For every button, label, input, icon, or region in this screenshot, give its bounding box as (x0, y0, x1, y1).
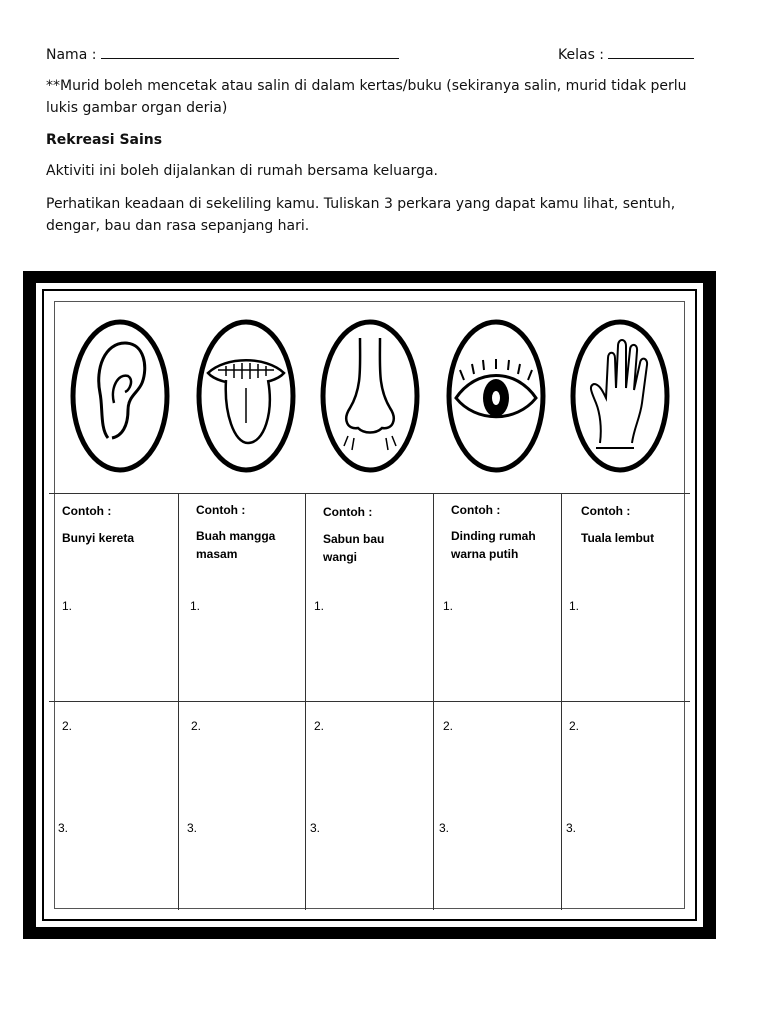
class-label: Kelas : (558, 47, 605, 63)
grid-col-3 (433, 493, 434, 910)
col1-example-1: Bunyi kereta (62, 531, 135, 545)
col2-item-2[interactable]: 2. (191, 719, 202, 733)
col2-example-2: masam (196, 547, 238, 561)
section-title: Rekreasi Sains (46, 132, 163, 148)
col3-item-1[interactable]: 1. (314, 599, 325, 613)
col5-contoh-label: Contoh : (581, 504, 631, 518)
col3-example-2: wangi (323, 550, 358, 564)
col2-contoh-label: Contoh : (196, 503, 246, 517)
grid-line-header (49, 493, 690, 494)
name-field (46, 46, 399, 63)
grid-col-1 (178, 493, 179, 910)
col1-item-1[interactable]: 1. (62, 599, 73, 613)
col1-contoh-label: Contoh : (62, 504, 112, 518)
grid-col-4 (561, 493, 562, 910)
intro-text: Aktiviti ini boleh dijalankan di rumah bersama keluarga. (46, 163, 438, 179)
class-field (558, 46, 694, 63)
col4-item-3[interactable]: 3. (439, 821, 450, 835)
note-line-1: **Murid boleh mencetak atau salin di dalam kertas/buku (sekiranya salin, murid tidak perlu (46, 78, 687, 94)
col5-item-2[interactable]: 2. (569, 719, 580, 733)
name-blank[interactable] (101, 46, 399, 59)
col2-item-1[interactable]: 1. (190, 599, 201, 613)
eye-icon (446, 318, 546, 474)
col4-item-2[interactable]: 2. (443, 719, 454, 733)
col4-example-2: warna putih (451, 547, 519, 561)
hand-icon (570, 318, 670, 474)
note-line-2: lukis gambar organ deria) (46, 100, 228, 116)
col4-item-1[interactable]: 1. (443, 599, 454, 613)
col3-item-3[interactable]: 3. (310, 821, 321, 835)
name-label: Nama : (46, 47, 97, 63)
col2-item-3[interactable]: 3. (187, 821, 198, 835)
col3-contoh-label: Contoh : (323, 505, 373, 519)
grid-col-2 (305, 493, 306, 910)
grid-line-middle (49, 701, 690, 702)
ear-icon (70, 318, 170, 474)
col4-example-1: Dinding rumah (451, 529, 536, 543)
tongue-icon (196, 318, 296, 474)
col1-item-3[interactable]: 3. (58, 821, 69, 835)
instructions-line-2: dengar, bau dan rasa sepanjang hari. (46, 218, 310, 234)
col5-item-1[interactable]: 1. (569, 599, 580, 613)
col3-example-1: Sabun bau (323, 532, 385, 546)
instructions-line-1: Perhatikan keadaan di sekeliling kamu. Tuliskan 3 perkara yang dapat kamu lihat, sentuh, (46, 196, 676, 212)
nose-icon (320, 318, 420, 474)
col3-item-2[interactable]: 2. (314, 719, 325, 733)
col4-contoh-label: Contoh : (451, 503, 501, 517)
class-blank[interactable] (608, 46, 694, 59)
col2-example-1: Buah mangga (196, 529, 276, 543)
col1-item-2[interactable]: 2. (62, 719, 73, 733)
col5-item-3[interactable]: 3. (566, 821, 577, 835)
col5-example-1: Tuala lembut (581, 531, 655, 545)
